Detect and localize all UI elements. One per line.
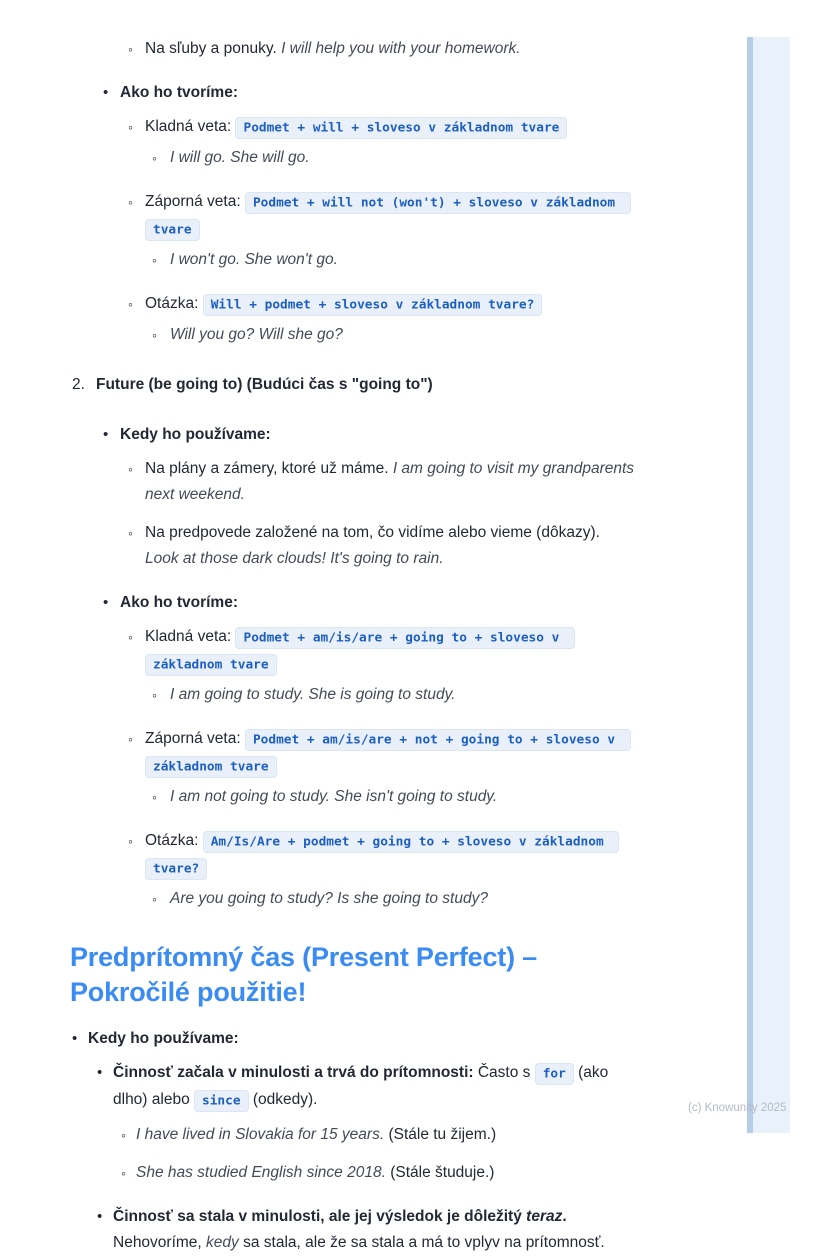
list-item <box>152 784 635 810</box>
text-run: . <box>562 1208 567 1225</box>
code-chip: Podmet + am/is/are + not + going to + sloveso v základnom tvare <box>145 729 631 778</box>
circle-bullet: ◦ <box>128 731 133 747</box>
disc-bullet: • <box>103 594 109 611</box>
text-run: kedy <box>206 1234 239 1251</box>
list-item <box>128 189 635 243</box>
text-run: (ako dlho) alebo <box>113 1064 609 1108</box>
list-item <box>152 682 635 708</box>
text-run: I am going to study. She is going to study. <box>170 686 456 703</box>
code-chip: Podmet + am/is/are + going to + sloveso v základnom tvare <box>145 627 575 676</box>
list-item <box>128 520 635 572</box>
text-run: Future (be going to) (Budúci čas s "going to") <box>96 376 433 393</box>
circle-bullet: ◦ <box>152 327 157 343</box>
circle-bullet: ◦ <box>128 461 133 477</box>
list-item <box>152 247 635 273</box>
circle-bullet: ◦ <box>128 194 133 210</box>
text-run: Nehovoríme, <box>113 1234 207 1251</box>
code-chip: since <box>194 1090 249 1112</box>
code-chip: Podmet + will + sloveso v základnom tvare <box>235 117 567 139</box>
numbered-list-item <box>72 372 635 398</box>
circle-bullet: ◦ <box>128 833 133 849</box>
text-run: Záporná veta: <box>145 193 245 210</box>
text-run: Kladná veta: <box>145 118 236 135</box>
disc-bullet: • <box>72 1030 78 1047</box>
list-item <box>97 1060 635 1114</box>
code-chip: Will + podmet + sloveso v základnom tvare? <box>203 294 543 316</box>
circle-bullet: ◦ <box>121 1127 126 1143</box>
knowunity-watermark: (c) Knowunity 2025 <box>688 1102 787 1114</box>
list-number: 2. <box>72 376 85 393</box>
text-run: I am going to visit my grandparents next weekend. <box>145 460 635 503</box>
text-run: I am not going to study. She isn't going to study. <box>170 788 498 805</box>
code-chip: Podmet + will not (won't) + sloveso v základnom tvare <box>145 192 631 241</box>
text-run: Často s <box>473 1064 535 1081</box>
circle-bullet: ◦ <box>128 41 133 57</box>
text-run: teraz <box>526 1208 563 1225</box>
text-run: She has studied English since 2018. <box>136 1164 386 1181</box>
text-run: Na sľuby a ponuky. <box>145 40 282 57</box>
text-run: Are you going to study? Is she going to study? <box>170 890 488 907</box>
circle-bullet: ◦ <box>128 525 133 541</box>
text-run: Otázka: <box>145 832 203 849</box>
list-item <box>97 1204 635 1256</box>
circle-bullet: ◦ <box>152 150 157 166</box>
list-item <box>103 590 635 616</box>
text-run: (Stále tu žijem.) <box>384 1126 497 1143</box>
text-run: Činnosť začala v minulosti a trvá do prítomnosti: <box>113 1064 474 1081</box>
list-item <box>152 322 635 348</box>
circle-bullet: ◦ <box>152 891 157 907</box>
text-run: Kladná veta: <box>145 628 236 645</box>
text-run: Look at those dark clouds! It's going to rain. <box>145 550 444 567</box>
circle-bullet: ◦ <box>121 1165 126 1181</box>
page-edge-panel <box>753 37 790 1133</box>
list-item <box>152 145 635 171</box>
text-run: Otázka: <box>145 295 203 312</box>
disc-bullet: • <box>103 84 109 101</box>
list-item <box>128 36 635 62</box>
list-item <box>128 624 635 678</box>
text-run: (Stále študuje.) <box>385 1164 495 1181</box>
list-item <box>103 80 635 106</box>
disc-bullet: • <box>97 1208 103 1225</box>
text-run: I won't go. She won't go. <box>170 251 338 268</box>
document-body <box>70 36 635 1256</box>
list-item <box>128 114 635 141</box>
text-run: Kedy ho používame: <box>88 1030 239 1047</box>
disc-bullet: • <box>103 426 109 443</box>
text-run: Ako ho tvoríme: <box>120 84 238 101</box>
code-chip: Am/Is/Are + podmet + going to + sloveso v základnom tvare? <box>145 831 619 880</box>
text-run: I have lived in Slovakia for 15 years. <box>136 1126 385 1143</box>
text-run: (odkedy). <box>248 1091 318 1108</box>
circle-bullet: ◦ <box>152 252 157 268</box>
text-run: Ako ho tvoríme: <box>120 594 238 611</box>
list-item <box>121 1160 635 1186</box>
list-item <box>103 422 635 448</box>
circle-bullet: ◦ <box>128 296 133 312</box>
list-item <box>72 1026 635 1052</box>
code-chip: for <box>535 1063 574 1085</box>
circle-bullet: ◦ <box>128 629 133 645</box>
list-item <box>128 456 635 508</box>
list-item <box>128 291 635 318</box>
list-item <box>121 1122 635 1148</box>
circle-bullet: ◦ <box>128 119 133 135</box>
text-run: Kedy ho používame: <box>120 426 271 443</box>
text-run: sa stala, ale že sa stala a má to vplyv na prítomnosť. <box>238 1234 605 1251</box>
text-run: I will help you with your homework. <box>281 40 521 57</box>
text-run: Činnosť sa stala v minulosti, ale jej výsledok je dôležitý <box>113 1208 527 1225</box>
text-run: Will you go? Will she go? <box>170 326 343 343</box>
circle-bullet: ◦ <box>152 687 157 703</box>
text-run: I will go. She will go. <box>170 149 310 166</box>
section-heading: Predprítomný čas (Present Perfect) – Pokročilé použitie! <box>70 942 537 1007</box>
circle-bullet: ◦ <box>152 789 157 805</box>
text-run: Na predpovede založené na tom, čo vidíme alebo vieme (dôkazy). <box>145 524 600 541</box>
list-item <box>128 828 635 882</box>
list-item <box>152 886 635 912</box>
disc-bullet: • <box>97 1064 103 1081</box>
list-item <box>128 726 635 780</box>
text-run: Na plány a zámery, ktoré už máme. <box>145 460 393 477</box>
text-run: Záporná veta: <box>145 730 245 747</box>
